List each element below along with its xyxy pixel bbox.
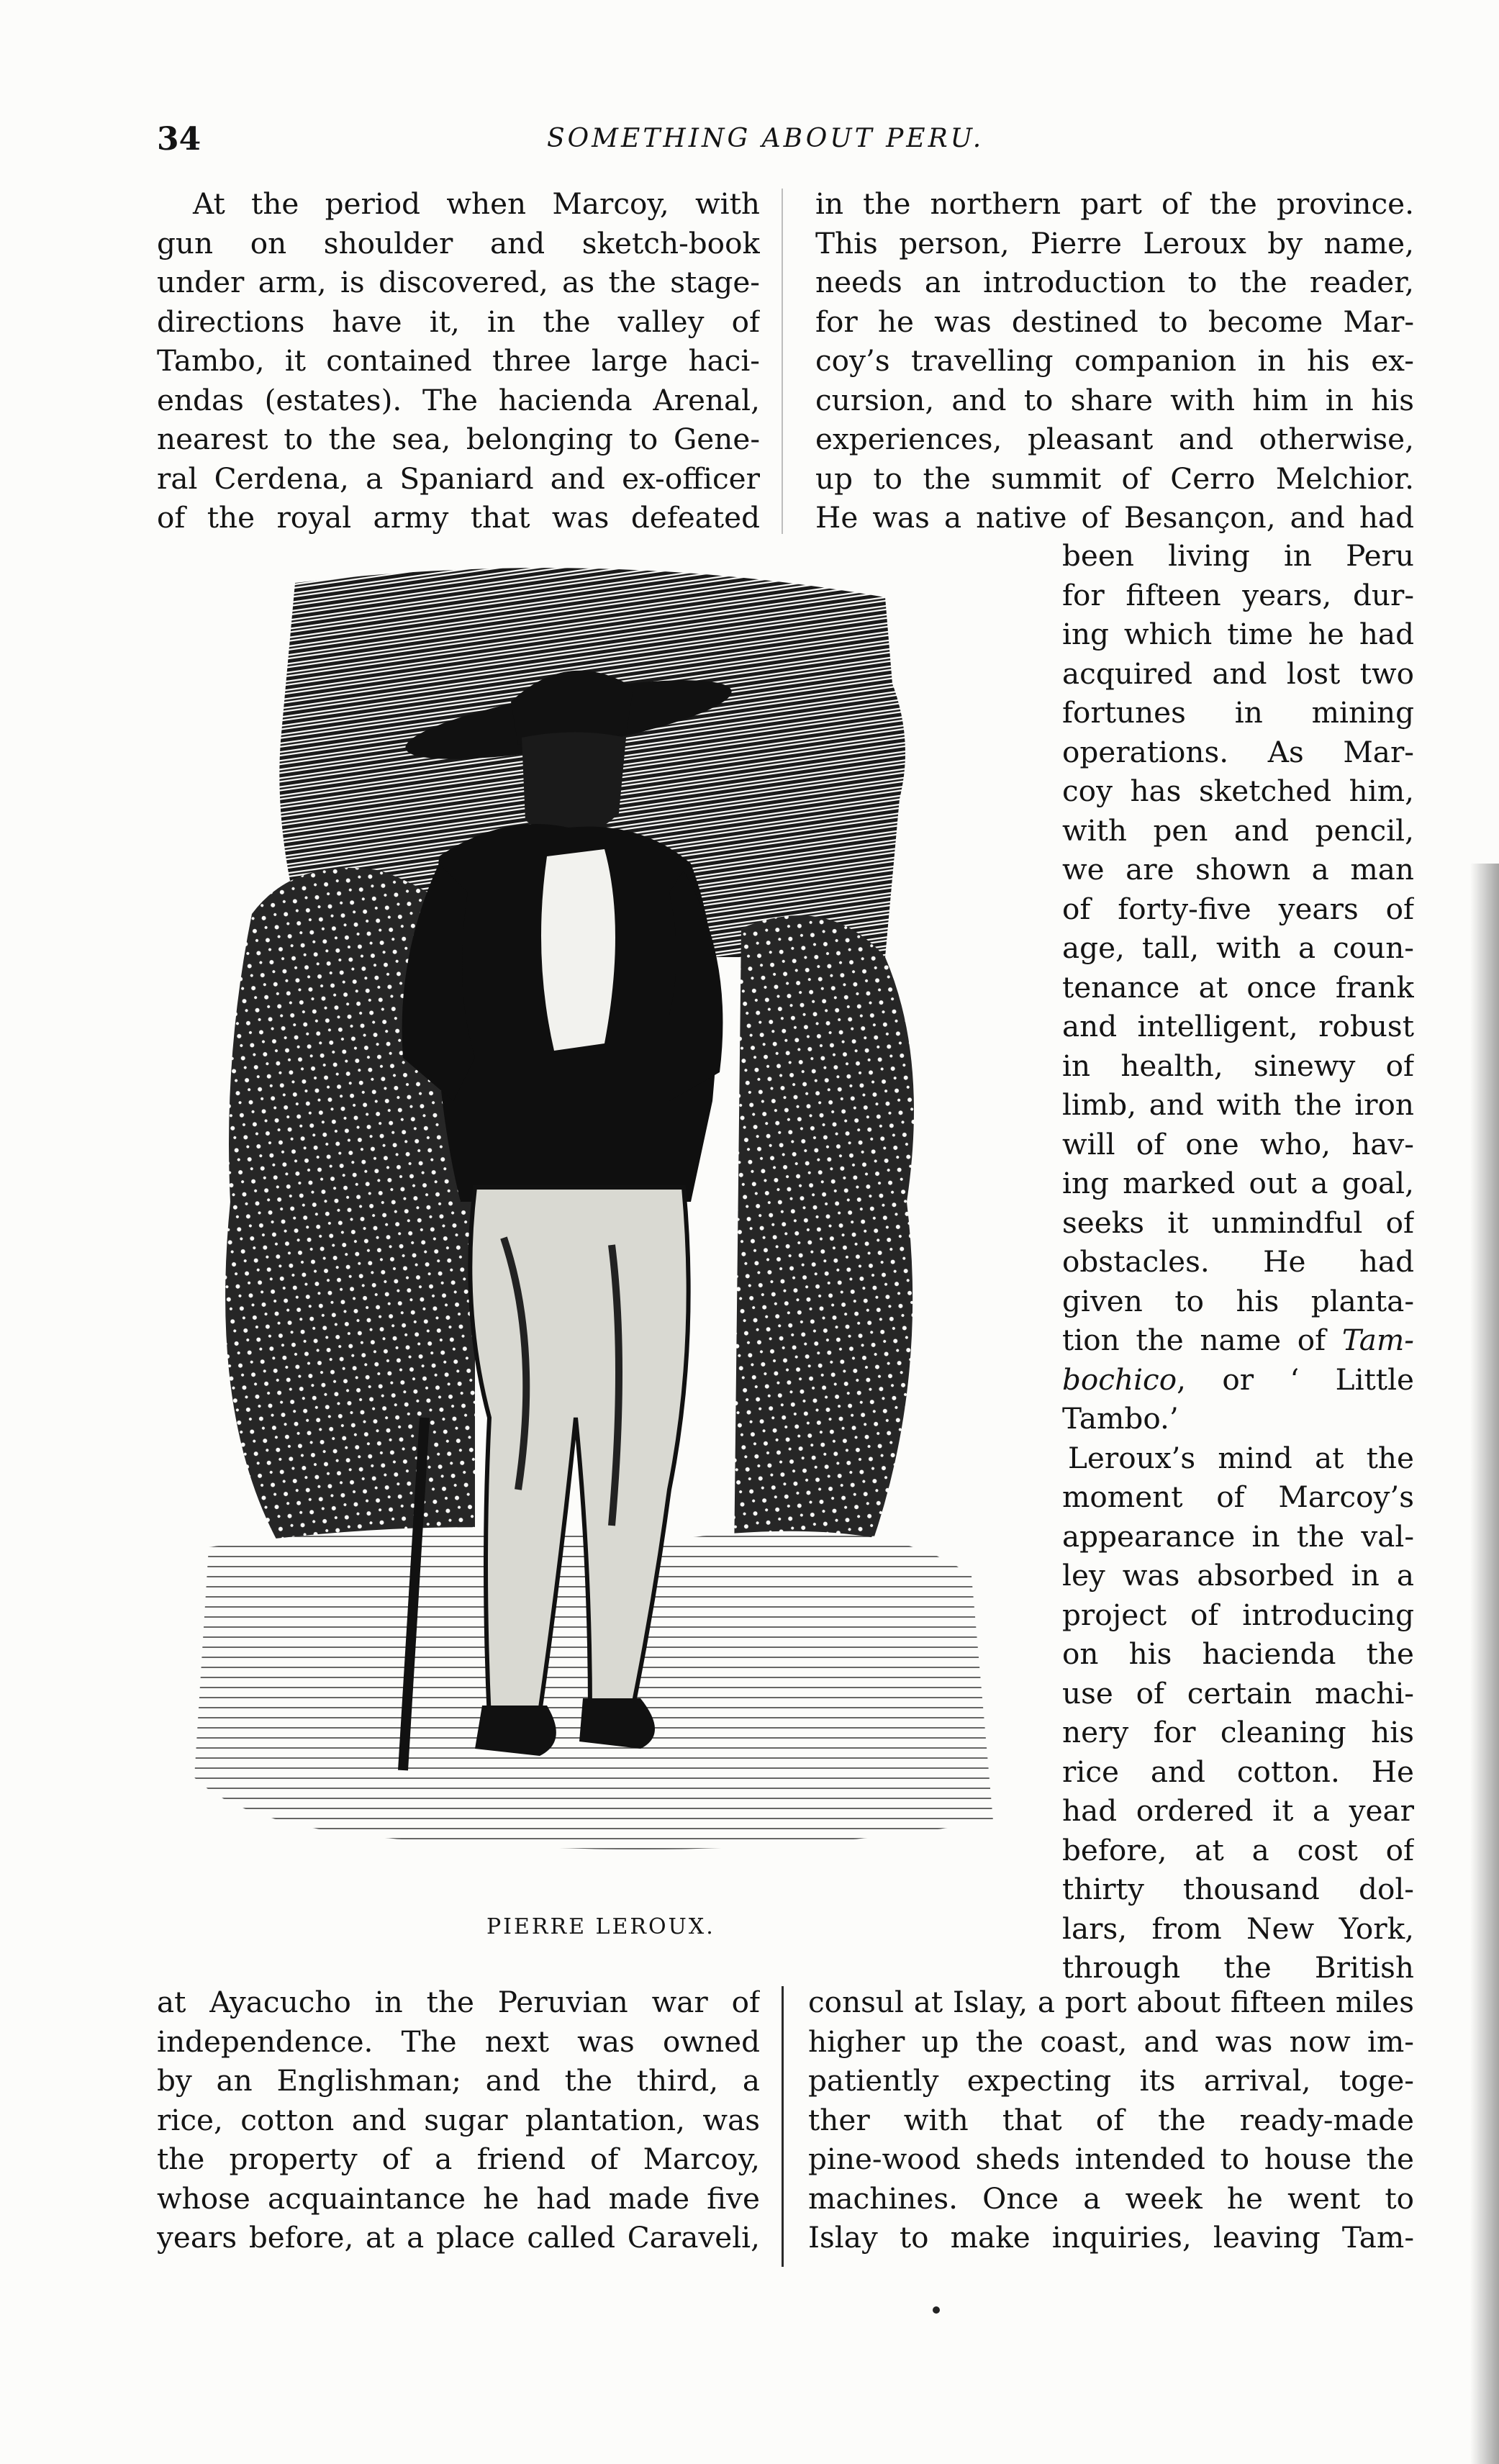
ink-speck (933, 2306, 940, 2314)
right-shoe (579, 1698, 655, 1749)
text-line: ral Cerdena, a Spaniard and ex-officer (157, 461, 760, 496)
text-line: machines. Once a week he went to (808, 2180, 1414, 2216)
text-line: of the royal army that was defeated (157, 500, 760, 535)
text-line: we are shown a man (1062, 852, 1414, 887)
text-line: age, tall, with a coun- (1062, 930, 1414, 965)
text-line: given to his planta- (1062, 1283, 1414, 1318)
text-line: for he was destined to become Mar- (815, 304, 1414, 339)
italic-fragment: bochico (1062, 1362, 1177, 1397)
text-line: limb, and with the iron (1062, 1087, 1414, 1122)
text-line: whose acquaintance he had made five (157, 2180, 760, 2216)
text-line: Tambo.’ (1062, 1401, 1179, 1436)
shirt (541, 849, 615, 1051)
page-number: 34 (157, 121, 201, 158)
pierre-leroux-illustration (166, 554, 1040, 1907)
text-line (1062, 1360, 1414, 1400)
text-line: appearance in the val- (1062, 1518, 1414, 1554)
text-line: nearest to the sea, belonging to Gene- (157, 422, 760, 456)
text-line: needs an introduction to the reader, (815, 265, 1414, 299)
right-column-top (815, 184, 1414, 538)
text-line (1062, 1321, 1414, 1360)
column-divider (782, 1986, 784, 2267)
text-line: Tambo, it contained three large haci- (157, 343, 760, 378)
text-line: cursion, and to share with him in his (815, 382, 1414, 417)
text-line: had ordered it a year (1062, 1793, 1414, 1828)
column-divider-top (782, 189, 783, 534)
text-line: tenance at once frank (1062, 969, 1414, 1005)
right-foliage (734, 915, 914, 1573)
text-line: At the period when Marcoy, with (193, 186, 760, 221)
left-column-bottom (157, 1983, 760, 2257)
text-line: fortunes in mining (1062, 695, 1414, 730)
text-line: seeks it unmindful of (1062, 1205, 1414, 1240)
text-line: gun on shoulder and sketch-book (157, 225, 760, 261)
text-line: rice, cotton and sugar plantation, was (157, 2102, 760, 2137)
text-line: of forty-five years of (1062, 891, 1414, 926)
text-line: independence. The next was owned (157, 2024, 760, 2059)
right-column-bottom (808, 1983, 1414, 2257)
text-line: endas (estates). The hacienda Arenal, (157, 382, 760, 417)
text-line: directions have it, in the valley of (157, 304, 760, 339)
text-line: This person, Pierre Leroux by name, (815, 225, 1414, 261)
text-line: higher up the coast, and was now im- (808, 2024, 1414, 2059)
text-line: use of certain machi- (1062, 1675, 1414, 1711)
text-line: before, at a cost of (1062, 1832, 1414, 1867)
text-line: with pen and pencil, (1062, 812, 1414, 848)
text-line: ther with that of the ready-made (808, 2102, 1414, 2137)
text-line: ing which time he had (1062, 617, 1414, 651)
text-line: ley was absorbed in a (1062, 1558, 1414, 1593)
text-line: been living in Peru (1062, 538, 1414, 573)
text-line: operations. As Mar- (1062, 734, 1414, 769)
text-line: through the British (1062, 1950, 1414, 1985)
text-line: Leroux’s mind at the (1068, 1440, 1414, 1475)
text-line: Islay to make inquiries, leaving Tam- (808, 2220, 1414, 2255)
text-line: on his hacienda the (1062, 1636, 1414, 1671)
text-line: will of one who, hav- (1062, 1126, 1414, 1161)
text-fragment: , or ‘ Little (1177, 1362, 1414, 1397)
text-line: and intelligent, robust (1062, 1009, 1414, 1043)
page-edge-shadow (1470, 864, 1499, 2464)
text-line: under arm, is discovered, as the stage- (157, 265, 760, 299)
text-line: years before, at a place called Caraveli, (157, 2220, 760, 2255)
text-line: coy’s travelling companion in his ex- (815, 343, 1414, 378)
text-line: thirty thousand dol- (1062, 1872, 1414, 1906)
text-line: moment of Marcoy’s (1062, 1480, 1414, 1514)
illustration-caption: PIERRE LEROUX. (486, 1914, 715, 1939)
text-line: nery for cleaning his (1062, 1715, 1414, 1749)
running-head: SOMETHING ABOUT PERU. (547, 124, 984, 153)
text-line: acquired and lost two (1062, 656, 1414, 691)
text-line: ing marked out a goal, (1062, 1166, 1414, 1200)
text-line: up to the summit of Cerro Melchior. (815, 461, 1414, 496)
italic-fragment: Tam- (1341, 1323, 1414, 1357)
text-line: coy has sketched him, (1062, 774, 1414, 808)
text-line: pine-wood sheds intended to house the (808, 2142, 1414, 2176)
text-line: in the northern part of the province. (815, 186, 1414, 221)
left-column-top (157, 184, 760, 538)
text-line: He was a native of Besançon, and had (815, 500, 1414, 535)
text-line: the property of a friend of Marcoy, (157, 2142, 760, 2176)
text-line: patiently expecting its arrival, toge- (808, 2063, 1414, 2098)
text-line: for fifteen years, dur- (1062, 577, 1414, 612)
text-line: consul at Islay, a port about fifteen miles (808, 1985, 1414, 2019)
text-line: rice and cotton. He (1062, 1754, 1414, 1789)
text-line: by an Englishman; and the third, a (157, 2063, 760, 2098)
left-shoe (475, 1706, 556, 1756)
text-line: lars, from New York, (1062, 1911, 1414, 1946)
text-line: at Ayacucho in the Peruvian war of (157, 1985, 760, 2019)
text-fragment: tion the name of (1062, 1323, 1342, 1357)
text-line: experiences, pleasant and otherwise, (815, 422, 1414, 456)
right-column-narrow (1062, 536, 1414, 1988)
text-line: project of introducing (1062, 1597, 1414, 1632)
text-line: obstacles. He had (1062, 1244, 1414, 1279)
text-line: in health, sinewy of (1062, 1048, 1414, 1083)
